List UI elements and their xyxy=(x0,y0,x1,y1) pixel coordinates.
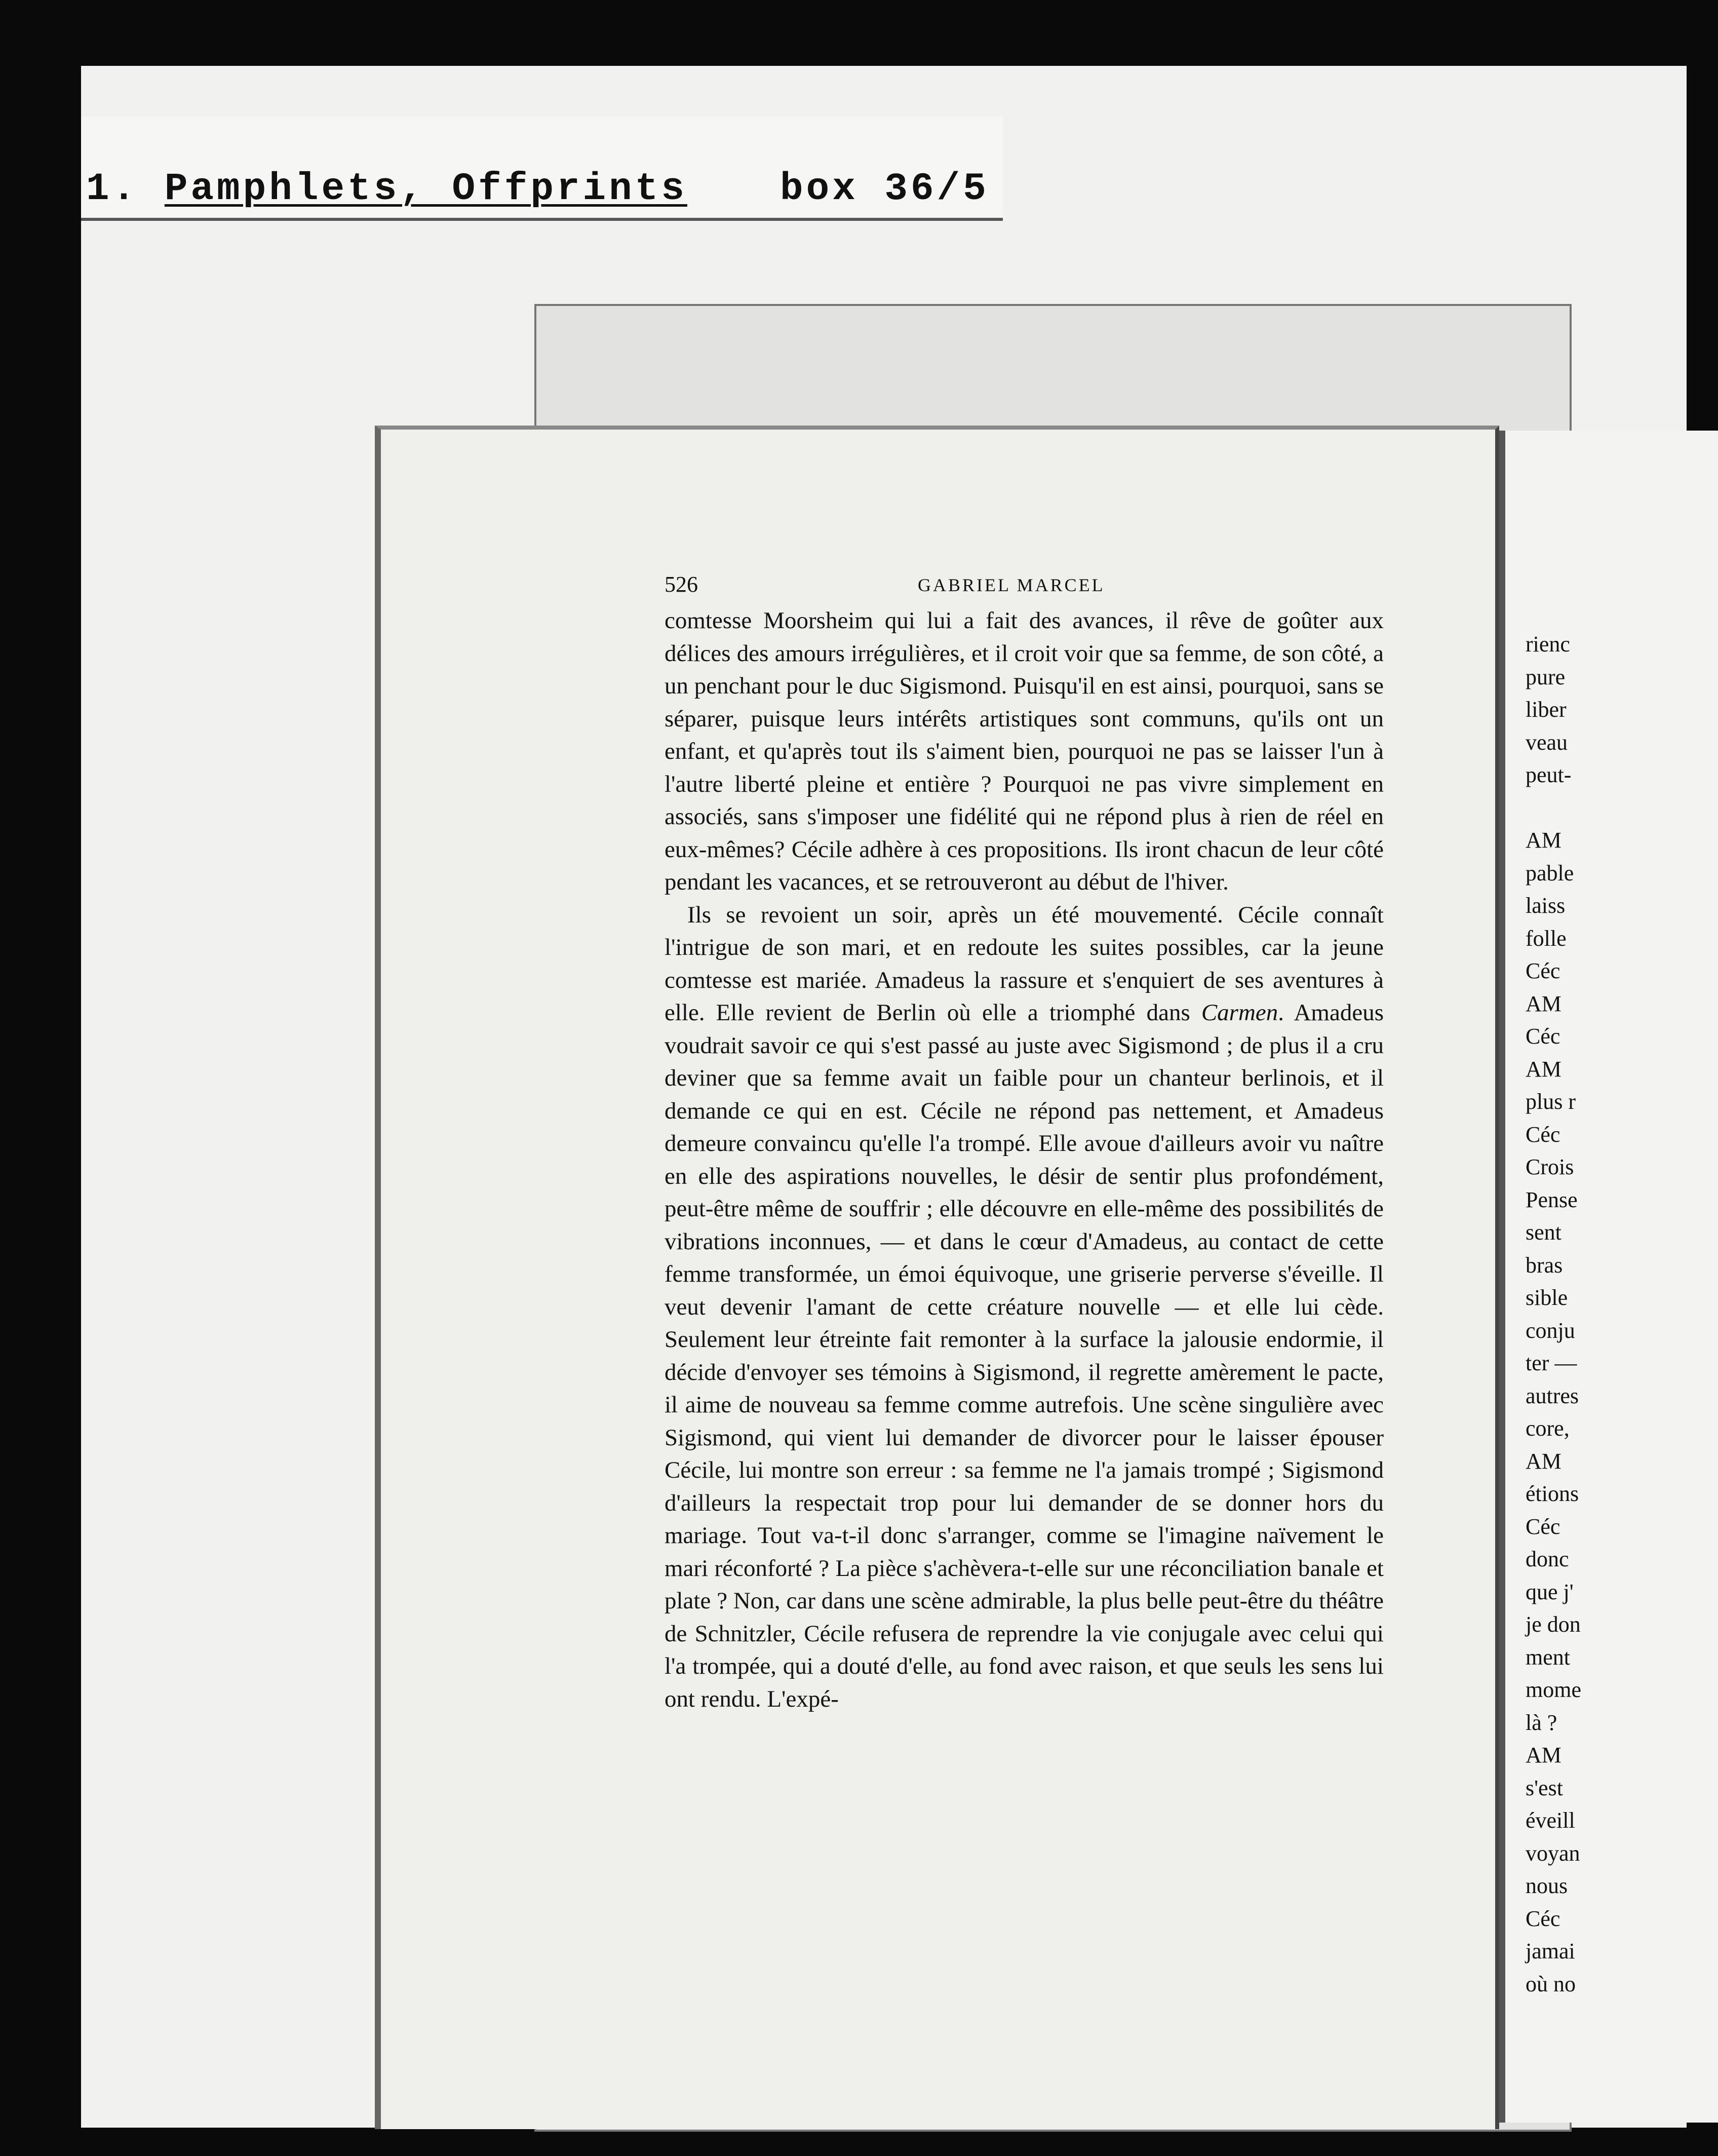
facing-page-line: Céc xyxy=(1526,1906,1560,1931)
facing-page-line: AM xyxy=(1526,1056,1561,1082)
facing-page-line: éveill xyxy=(1526,1808,1575,1833)
facing-page-line: où no xyxy=(1526,1971,1576,1996)
play-title: Carmen xyxy=(1201,999,1278,1026)
facing-page-line: peut- xyxy=(1526,762,1572,787)
paragraph-2-part-a: Ils se revoient un soir, après un été mouvementé. Cécile connaît l'intrigue de son mari, et en redoute les suites possibles, car la jeune comtesse est mariée. Amadeus la rassure et s'enquiert de ses aventures à elle. Elle revient de Berlin où elle a triomphé dans xyxy=(665,901,1384,1026)
archive-label-strip xyxy=(81,117,1003,221)
facing-page-line: nous xyxy=(1526,1873,1568,1898)
facing-page-line: mome xyxy=(1526,1677,1581,1702)
facing-page-line: ter — xyxy=(1526,1351,1577,1375)
facing-page-line: je don xyxy=(1526,1612,1581,1637)
facing-page-line: sible xyxy=(1526,1285,1568,1310)
facing-page-line: Crois xyxy=(1526,1154,1574,1179)
paragraph-2 xyxy=(665,899,1384,1716)
facing-page-line: pure xyxy=(1526,664,1566,689)
facing-page-line: Céc xyxy=(1526,1122,1560,1147)
facing-page-line: folle xyxy=(1526,926,1567,951)
facing-page-line: s'est xyxy=(1526,1775,1563,1800)
facing-page-line: là ? xyxy=(1526,1710,1557,1735)
facing-page-line: voyan xyxy=(1526,1840,1580,1866)
facing-page-line: étions xyxy=(1526,1481,1579,1506)
facing-page-line: Céc xyxy=(1526,958,1560,983)
facing-page-line: Céc xyxy=(1526,1024,1560,1049)
running-head: GABRIEL MARCEL xyxy=(918,575,1105,595)
facing-page-line: AM xyxy=(1526,991,1561,1016)
facing-page-line: sent xyxy=(1526,1220,1561,1245)
page-number: 526 xyxy=(665,572,698,597)
label-box-code: box 36/5 xyxy=(780,167,989,211)
paragraph-2-part-b: . Amadeus voudrait savoir ce qui s'est passé au juste avec Sigismond ; de plus il a cru deviner que sa femme avait un faible pour un chanteur berlinois, et il demande ce qui en est. Cécile ne répond pas nettement, et Amadeus demeure convaincu qu'elle l'a trompé. Elle avoue d'ailleurs avoir vu naître en elle des aspirations nouvelles, le désir de sentir plus profondément, peut-être même de souffrir ; elle découvre en elle-même des possibilités de vibrations inconnues, — et dans le cœur d'Amadeus, au contact de cette femme transformée, un émoi équivoque, une griserie perverse s'éveille. Il veut devenir l'amant de cette créature nouvelle — et elle lui cède. Seulement leur étreinte fait remonter à la surface la jalousie endormie, il décide d'envoyer ses témoins à Sigismond, il regrette amèrement le pacte, il aime de nouveau sa femme comme autrefois. Une scène singulière avec Sigismond, qui vient lui demander de divorcer pour le laisser épouser Cécile, lui montre son erreur : sa femme ne l'a jamais trompé ; Sigismond d'ailleurs la respectait trop pour lui demander de se donner hors du mariage. Tout va-t-il donc s'arranger, comme se l'imagine naïvement le mari réconforté ? La pièce s'achèvera-t-elle sur une réconciliation banale et plate ? Non, car dans une scène admirable, la plus belle peut-être du théâtre de Schnitzler, Cécile refusera de reprendre la vie conjugale avec celui qui l'a trompée, qui a douté d'elle, au fond avec raison, et que seuls les sens lui ont rendu. L'expé- xyxy=(665,999,1384,1712)
facing-page-line: veau xyxy=(1526,729,1568,755)
facing-page-line: pable xyxy=(1526,860,1574,885)
facing-page-fragment xyxy=(1499,431,1718,2123)
body-text xyxy=(665,604,1384,1715)
facing-page-line: plus r xyxy=(1526,1089,1576,1114)
facing-page-line: Céc xyxy=(1526,1514,1560,1539)
facing-page-line: AM xyxy=(1526,1743,1561,1767)
offprint-page xyxy=(375,426,1499,2129)
facing-page-line: liber xyxy=(1526,697,1567,722)
label-number: 1. xyxy=(86,167,139,211)
facing-page-line: conju xyxy=(1526,1318,1575,1343)
facing-page-text xyxy=(1526,628,1718,2000)
facing-page-line: ment xyxy=(1526,1644,1570,1670)
facing-page-line: laiss xyxy=(1526,893,1566,918)
label-category: Pamphlets, Offprints xyxy=(164,167,687,211)
facing-page-line: AM xyxy=(1526,828,1561,853)
facing-page-line: bras xyxy=(1526,1252,1563,1278)
facing-page-line: AM xyxy=(1526,1448,1561,1474)
paragraph-1: comtesse Moorsheim qui lui a fait des avances, il rêve de goûter aux délices des amours irrégulières, et il croit voir que sa femme, de son côté, a un penchant pour le duc Sigismond. Puisqu'il en est ainsi, pourquoi, sans se séparer, puisque leurs intérêts artistiques sont communs, qu'ils ont un enfant, et qu'après tout ils s'aiment bien, pourquoi ne pas se laisser l'un à l'autre liberté pleine et entière ? Pourquoi ne pas vivre simplement en associés, sans s'imposer une fidélité qui ne répond plus à rien de réel en eux-mêmes? Cécile adhère à ces propositions. Ils iront chacun de leur côté pendant les vacances, et se retrouveront au début de l'hiver. xyxy=(665,607,1384,895)
facing-page-line: core, xyxy=(1526,1416,1570,1441)
facing-page-line xyxy=(1526,792,1718,825)
facing-page-line: que j' xyxy=(1526,1579,1574,1604)
facing-page-line: autres xyxy=(1526,1383,1579,1408)
archive-label xyxy=(86,167,687,211)
facing-page-line: rienc xyxy=(1526,632,1570,657)
facing-page-line: Pense xyxy=(1526,1187,1578,1212)
facing-page-line: donc xyxy=(1526,1547,1569,1571)
facing-page-line: jamai xyxy=(1526,1939,1575,1963)
